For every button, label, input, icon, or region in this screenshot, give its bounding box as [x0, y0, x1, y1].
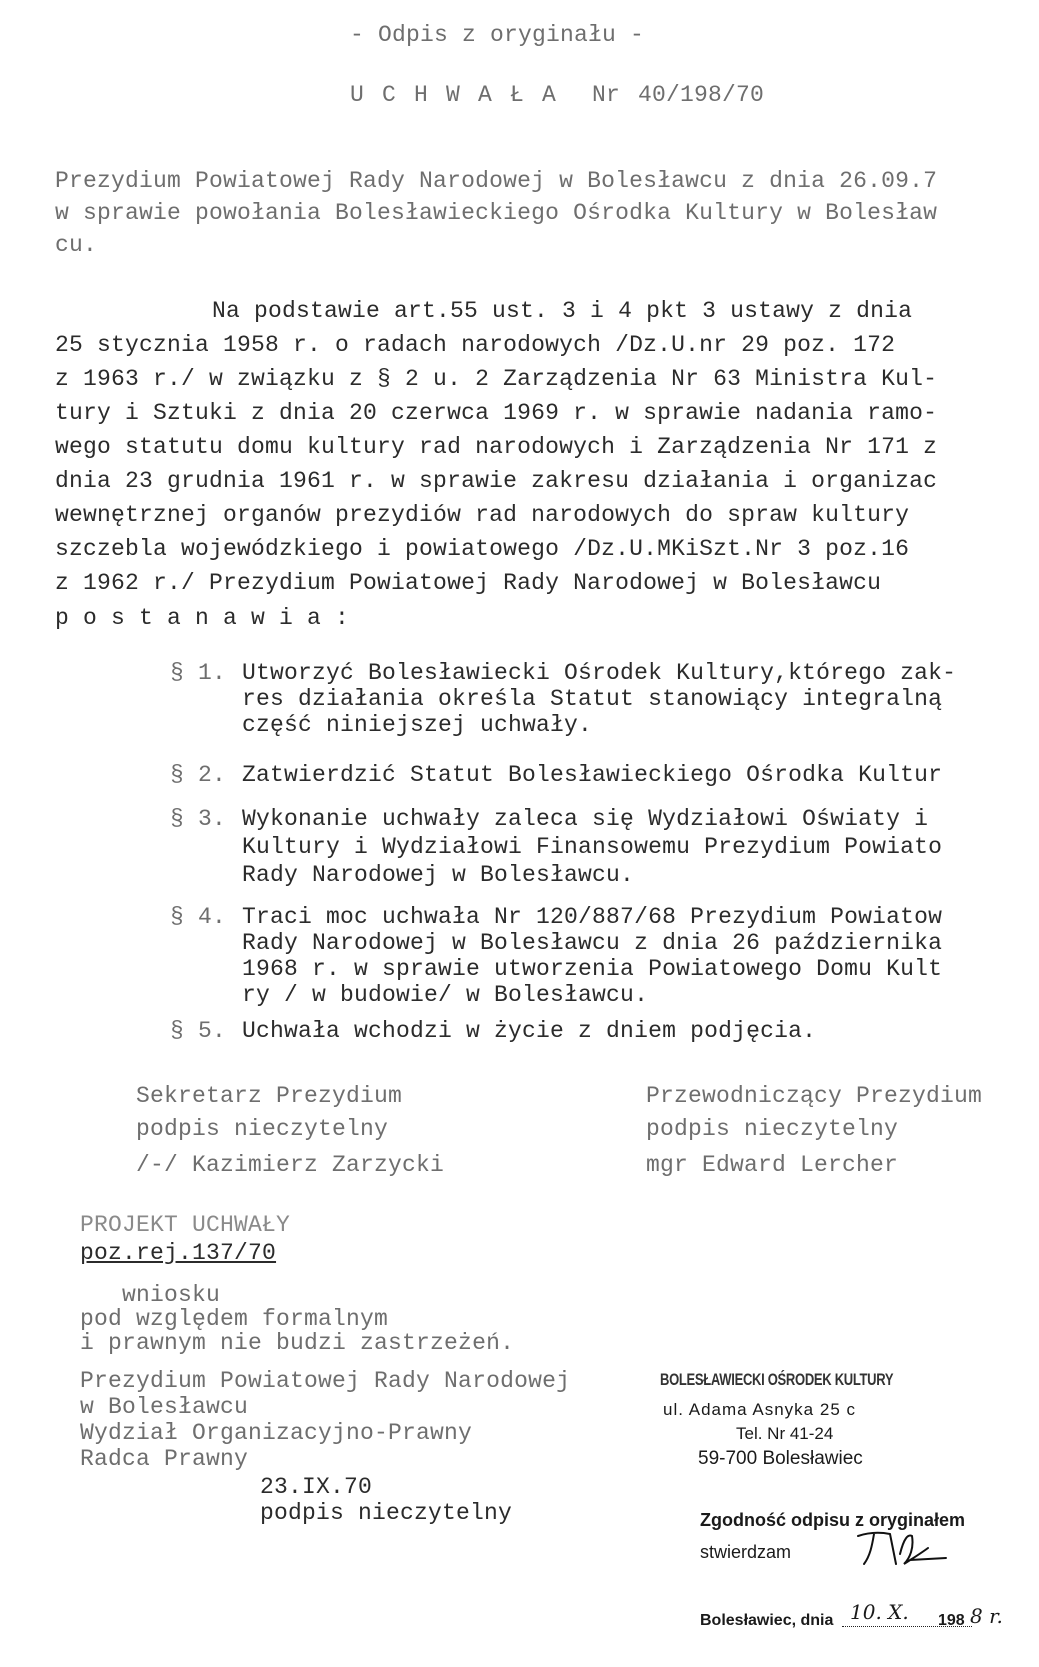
intro-line: cu.: [55, 232, 98, 258]
paragraph-line: ry / w budowie/ w Bolesławcu.: [242, 982, 649, 1008]
draft-office-line: Wydział Organizacyjno-Prawny: [80, 1420, 473, 1446]
handwritten-initials-signature: [850, 1524, 950, 1570]
certification-line: Zgodność odpisu z oryginałem: [700, 1510, 966, 1530]
paragraph-line: 1968 r. w sprawie utworzenia Powiatowego Domu Kult: [242, 956, 943, 982]
legal-basis-line: wego statutu domu kultury rad narodowych i Zarządzenia Nr 171 z: [55, 434, 938, 460]
paragraph-mark: § 1.: [170, 660, 227, 686]
legal-basis-line: dnia 23 grudnia 1961 r. w sprawie zakresu działania i organizac: [55, 468, 938, 494]
certification-line: stwierdzam: [700, 1542, 792, 1562]
paragraph-line: Traci moc uchwała Nr 120/887/68 Prezydium Powiatow: [242, 904, 943, 930]
legal-basis-line: 25 stycznia 1958 r. o radach narodowych /Dz.U.nr 29 poz. 172: [55, 332, 896, 358]
resolution-number: U C H W A Ł A Nr 40/198/70: [350, 82, 765, 108]
draft-signature: podpis nieczytelny: [260, 1500, 513, 1526]
certification-handwritten-date: 10. X.: [850, 1600, 909, 1624]
paragraph-line: część niniejszej uchwały.: [242, 712, 593, 738]
paragraph-line: Rady Narodowej w Bolesławcu.: [242, 862, 635, 888]
stamp-phone: Tel. Nr 41-24: [736, 1424, 834, 1443]
copy-note: - Odpis z oryginału -: [350, 22, 645, 48]
signature-line: Przewodniczący Prezydium: [646, 1083, 983, 1109]
legal-basis-line: z 1962 r./ Prezydium Powiatowej Rady Narodowej w Bolesławcu: [55, 570, 882, 596]
draft-office-line: Prezydium Powiatowej Rady Narodowej: [80, 1368, 571, 1394]
paragraph-line: Wykonanie uchwały zaleca się Wydziałowi Oświaty i: [242, 806, 929, 832]
signature-line: Sekretarz Prezydium: [136, 1083, 403, 1109]
legal-basis-line: Na podstawie art.55 ust. 3 i 4 pkt 3 ustawy z dnia: [212, 298, 913, 324]
draft-registry: poz.rej.137/70: [80, 1240, 277, 1266]
signature-line: /-/ Kazimierz Zarzycki: [136, 1152, 445, 1178]
paragraph-line: res działania określa Statut stanowiący integralną: [242, 686, 943, 712]
draft-opinion-line: wniosku: [122, 1282, 221, 1308]
draft-office-line: Radca Prawny: [80, 1446, 249, 1472]
certification-year-prefix: 198: [938, 1612, 965, 1629]
draft-opinion-line: pod względem formalnym: [80, 1306, 389, 1332]
signature-line: mgr Edward Lercher: [646, 1152, 899, 1178]
decides-word: p o s t a n a w i a :: [55, 605, 350, 631]
paragraph-line: Uchwała wchodzi w życie z dniem podjęcia.: [242, 1018, 817, 1044]
paragraph-line: Zatwierdzić Statut Bolesławieckiego Ośrodka Kultur: [242, 762, 943, 788]
paragraph-mark: § 3.: [170, 806, 227, 832]
legal-basis-line: tury i Sztuki z dnia 20 czerwca 1969 r. w sprawie nadania ramo-: [55, 400, 938, 426]
intro-line: w sprawie powołania Bolesławieckiego Ośrodka Kultury w Bolesław: [55, 200, 938, 226]
paragraph-mark: § 2.: [170, 762, 227, 788]
legal-basis-line: z 1963 r./ w związku z § 2 u. 2 Zarządzenia Nr 63 Ministra Kul-: [55, 366, 938, 392]
draft-opinion-line: i prawnym nie budzi zastrzeżeń.: [80, 1330, 515, 1356]
stamp-street: ul. Adama Asnyka 25 c: [663, 1400, 856, 1419]
intro-line: Prezydium Powiatowej Rady Narodowej w Bolesławcu z dnia 26.09.7: [55, 168, 938, 194]
certification-place-date: Bolesławiec, dnia: [700, 1612, 834, 1629]
draft-title: PROJEKT UCHWAŁY: [80, 1212, 291, 1238]
paragraph-line: Rady Narodowej w Bolesławcu z dnia 26 października: [242, 930, 943, 956]
draft-office-line: w Bolesławcu: [80, 1394, 249, 1420]
stamp-postal: 59-700 Bolesławiec: [698, 1448, 863, 1469]
draft-date: 23.IX.70: [260, 1474, 373, 1500]
paragraph-mark: § 4.: [170, 904, 227, 930]
paragraph-line: Kultury i Wydziałowi Finansowemu Prezydium Powiato: [242, 834, 943, 860]
stamp-name: BOLESŁAWIECKI OŚRODEK KULTURY: [660, 1370, 894, 1389]
signature-line: podpis nieczytelny: [136, 1116, 389, 1142]
certification-year-suffix: 8 r.: [970, 1604, 1003, 1628]
legal-basis-line: wewnętrznej organów prezydiów rad narodowych do spraw kultury: [55, 502, 910, 528]
paragraph-mark: § 5.: [170, 1018, 227, 1044]
signature-line: podpis nieczytelny: [646, 1116, 899, 1142]
paragraph-line: Utworzyć Bolesławiecki Ośrodek Kultury,którego zak-: [242, 660, 957, 686]
legal-basis-line: szczebla wojewódzkiego i powiatowego /Dz.U.MKiSzt.Nr 3 poz.16: [55, 536, 910, 562]
